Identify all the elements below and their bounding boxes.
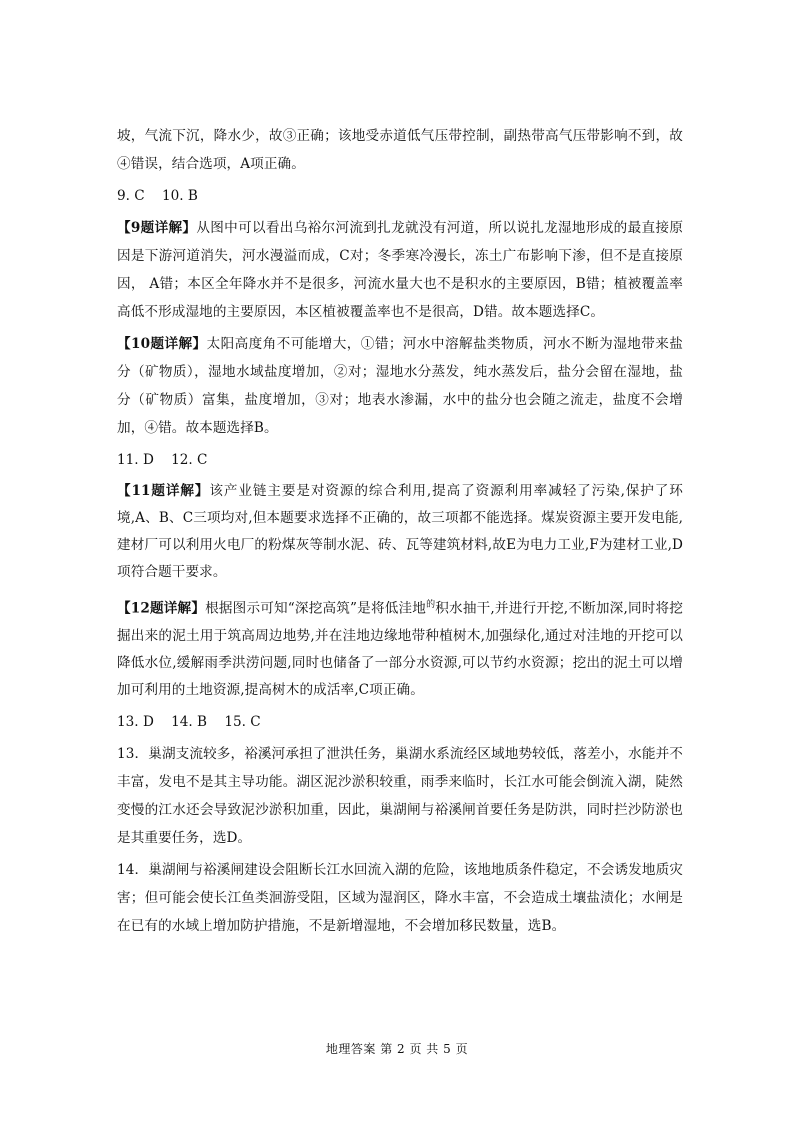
answer-line-13-15: 13. D 14. B 15. C	[117, 713, 261, 730]
document-body	[117, 122, 683, 944]
answer-line-11-12: 11. D 12. C	[117, 452, 208, 468]
explanation-9-text: 从图中可以看出乌裕尔河流到扎龙就没有河道，所以说扎龙湿地形成的最直接原因是下游河道消失，河水漫溢而成，C对；冬季寒冷漫长，冻土广布影响下渗，但不是直接原因， A错；本区全年降水并不是很多，河流水量大也不是积水的主要原因，B错；植被覆盖率高低不形成湿地的主要原因，本区植被覆盖率也不是很高，D错。故本题选择C。	[117, 220, 684, 320]
explanation-11-heading: 【11题详解】	[117, 483, 210, 499]
explanation-12-sup: 的	[426, 600, 436, 610]
explanation-10-heading: 【10题详解】	[117, 336, 207, 352]
explanation-9	[117, 214, 683, 326]
answer-line-9-10: 9. C 10. B	[117, 188, 198, 204]
explanation-13: 13．巢湖支流较多，裕溪河承担了泄洪任务，巢湖水系流经区域地势较低，落差小，水能并不丰富，发电不是其主导功能。湖区泥沙淤积较重，雨季来临时，长江水可能会倒流入湖，陡然变慢的江水还会导致泥沙淤积加重，因此，巢湖闸与裕溪闸首要任务是防洪，同时拦沙防淤也是其重要任务，选D。	[117, 745, 683, 846]
paragraph-continuation: 坡，气流下沉，降水少，故③正确；该地受赤道低气压带控制，副热带高气压带影响不到，故④错误，结合选项，A项正确。	[117, 128, 683, 172]
explanation-12-heading: 【12题详解】	[117, 600, 206, 617]
explanation-14: 14．巢湖闸与裕溪闸建设会阻断长江水回流入湖的危险，该地地质条件稳定，不会诱发地质灾害；但可能会使长江鱼类洄游受阻，区域为湿润区，降水丰富，不会造成土壤盐渍化；水闸是在已有的水域上增加防护措施，不是新增湿地，不会增加移民数量，选B。	[117, 861, 683, 934]
explanation-10-text: 太阳高度角不可能增大，①错；河水中溶解盐类物质，河水不断为湿地带来盐分（矿物质），湿地水域盐度增加，②对；湿地水分蒸发，纯水蒸发后，盐分会留在湿地，盐分（矿物质）富集，盐度增加，③对；地表水渗漏，水中的盐分也会随之流走，盐度不会增加，④错。故本题选择B。	[117, 336, 683, 436]
explanation-10	[117, 330, 683, 442]
explanation-11	[117, 478, 683, 586]
explanation-12-text-a: 根据图示可知“深挖高筑”是将低洼地	[205, 600, 427, 617]
explanation-12	[117, 592, 683, 704]
explanation-9-heading: 【9题详解】	[117, 220, 197, 236]
explanation-12-text-b: 积水抽干,并进行开挖,不断加深,同时将挖掘出来的泥土用于筑高周边地势,并在洼地边缘地带种植树木,加强绿化,通过对洼地的开挖可以降低水位,缓解雨季洪涝问题,同时也储备了一部分水资源,可以节约水资源；挖出的泥土可以增加可利用的土地资源,提高树木的成活率,C项正确。	[117, 600, 683, 698]
explanation-11-text: 该产业链主要是对资源的综合利用,提高了资源利用率减轻了污染,保护了环境,A、B、C三项均对,但本题要求选择不正确的，故三项都不能选择。煤炭资源主要开发电能,建材厂可以利用火电厂的粉煤灰等制水泥、砖、瓦等建筑材料,故E为电力工业,F为建材工业,D项符合题干要求。	[117, 483, 683, 580]
page-footer: 地理答案 第 2 页 共 5 页	[325, 1042, 469, 1056]
